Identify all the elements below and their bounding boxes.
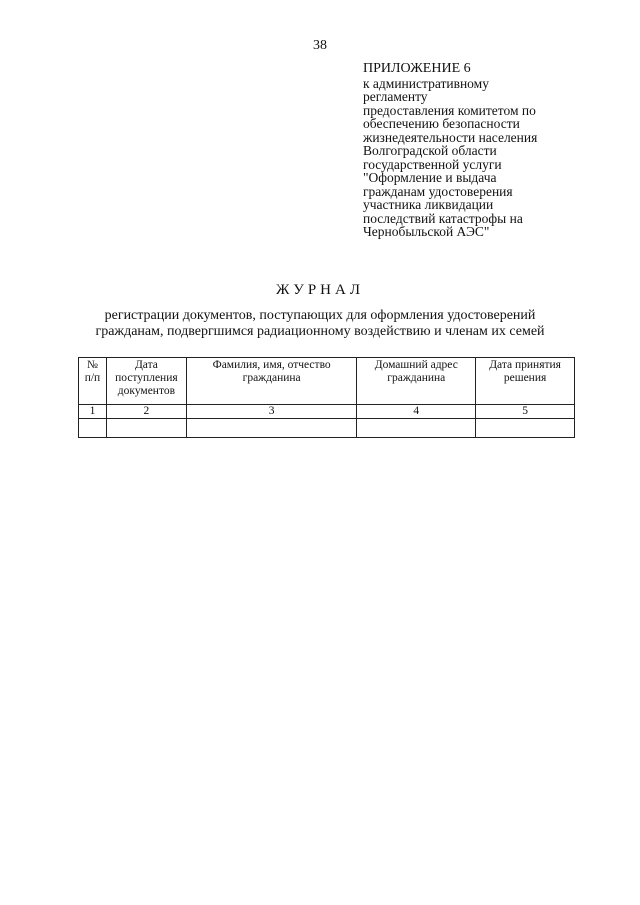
table-cell (476, 419, 575, 438)
table-cell (79, 419, 107, 438)
header-home-address: Домашний адрес гражданина (357, 358, 476, 405)
column-number: 1 (79, 405, 107, 419)
appendix-line: обеспечению безопасности (363, 116, 520, 131)
header-full-name: Фамилия, имя, отчество гражданина (186, 358, 357, 405)
appendix-line: Волгоградской области (363, 143, 497, 158)
appendix-line: Чернобыльской АЭС" (363, 224, 490, 239)
header-decision-date: Дата принятия решения (476, 358, 575, 405)
column-number: 4 (357, 405, 476, 419)
header-number: № п/п (79, 358, 107, 405)
header-receipt-date: Дата поступления документов (106, 358, 186, 405)
registration-table (78, 357, 575, 438)
appendix-line: государственной услуги (363, 156, 502, 172)
appendix-block (363, 62, 603, 239)
appendix-line: последствий катастрофы на (363, 210, 523, 226)
table-row (79, 419, 575, 438)
column-number: 3 (186, 405, 357, 419)
appendix-heading: ПРИЛОЖЕНИЕ 6 (363, 61, 471, 76)
column-number: 2 (106, 405, 186, 419)
table-cell (106, 419, 186, 438)
appendix-line: жизнедеятельности населения (363, 129, 538, 145)
column-number: 5 (476, 405, 575, 419)
appendix-line: регламенту (363, 89, 428, 104)
appendix-line: "Оформление и выдача (363, 170, 497, 185)
appendix-line: к административному (363, 75, 489, 91)
table-cell (357, 419, 476, 438)
journal-subtitle-line: гражданам, подвергшимся радиационному воздействию и членам их семей (95, 324, 545, 339)
journal-title: ЖУРНАЛ (275, 282, 365, 298)
appendix-line: предоставления комитетом по (363, 102, 536, 118)
journal-subtitle (0, 308, 640, 340)
journal-subtitle-line: регистрации документов, поступающих для оформления удостоверений (104, 308, 536, 323)
table-cell (186, 419, 357, 438)
page-number: 38 (313, 38, 327, 53)
table-column-numbers-row (79, 405, 575, 419)
table-header-row (79, 358, 575, 405)
appendix-line: участника ликвидации (363, 197, 494, 212)
appendix-line: гражданам удостоверения (363, 183, 513, 199)
